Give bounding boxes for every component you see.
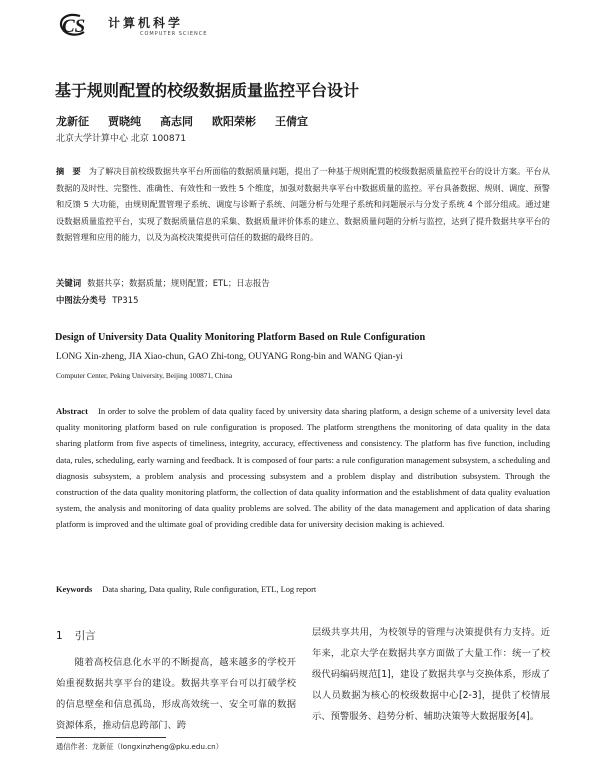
section-heading	[56, 628, 96, 643]
abstract-label-en: Abstract	[56, 406, 88, 416]
keywords-label-cn: 关键词	[56, 278, 82, 288]
author-cn: 王倩宜	[275, 115, 308, 128]
abstract-cn	[56, 163, 550, 246]
journal-name: 计算机科学	[108, 16, 184, 30]
paper-title-en: Design of University Data Quality Monitoring Platform Based on Rule Configuration	[55, 332, 426, 343]
body-column-right: 层级共享共用，为校领导的管理与决策提供有力支持。近年来，北京大学在数据共享方面做了大量工作：统一了校级代码编码规范[1]，建设了数据共享与交换体系，形成了以人员数据为核心的校级数据中心[2-3]，提供了校情展示、预警服务、趋势分析、辅助决策等大数据服务[4]。	[312, 627, 550, 722]
author-cn: 欧阳荣彬	[212, 115, 256, 128]
author-list-cn	[56, 113, 308, 129]
journal-subtitle: COMPUTER SCIENCE	[140, 31, 208, 37]
affiliation-cn: 北京大学计算中心 北京 100871	[56, 134, 187, 144]
author-cn: 龙新征	[56, 115, 89, 128]
body-column-left: 随着高校信息化水平的不断提高，越来越多的学校开始重视数据共享平台的建设。数据共享平台可以打破学校的信息壁垒和信息孤岛，形成高效统一、安全可靠的数据资源体系，推动信息跨部门、跨	[56, 657, 296, 731]
section-title: 引言	[74, 630, 96, 642]
journal-logo	[56, 10, 102, 40]
affiliation-en: Computer Center, Peking University, Beijing 100871, China	[56, 371, 233, 380]
journal-header	[56, 10, 556, 44]
section-number: 1	[56, 630, 63, 642]
keywords-label-en: Keywords	[56, 585, 93, 594]
abstract-text-cn: 为了解决目前校级数据共享平台所面临的数据质量问题，提出了一种基于规则配置的校级数据质量监控平台的设计方案。平台从数据的及时性、完整性、准确性、有效性和一致性 5 个维度，加强对数据共享平台中数据质量的监控。平台具备数据、规则、调度、预警和反馈 5 大功能，由规则配置管理子系统、调度与诊断子系统、问题分析与处理子系统和问题展示与分发子系统 4 个部分组成。通过建设数据质量监控平台，实现了数据质量信息的采集、数据质量评价体系的建立、数据质量问题的分析与监控，达到了提升数据共享平台的数据管理和应用的能力，以及为高校决策提供可信任的数据的最终目的。	[56, 166, 550, 243]
journal-logo-text: CS	[62, 16, 86, 37]
footnote: 通信作者：龙新征（longxinzheng@pku.edu.cn）	[56, 742, 223, 751]
keywords-en	[56, 585, 316, 594]
keywords-text-en: Data sharing, Data quality, Rule configuration, ETL, Log report	[102, 585, 317, 594]
keywords-cn	[56, 277, 270, 289]
keywords-text-cn: 数据共享；数据质量；规则配置；ETL；日志报告	[87, 278, 270, 288]
classification-cn	[56, 294, 138, 306]
author-cn: 高志同	[160, 115, 193, 128]
classification-value: TP315	[112, 295, 139, 305]
abstract-label-cn: 摘 要	[56, 166, 81, 176]
classification-label: 中图法分类号	[56, 295, 107, 305]
abstract-text-en: In order to solve the problem of data quality faced by university data sharing platform, a design scheme of a university level data quality monitoring platform based on rule configuration is proposed. The platform strengthens the monitoring of data quality in the data sharing platform from five aspects of timeliness, integrity, accuracy, effectiveness and consistency. The platform has five function, including data, rules, scheduling, early warning and feedback. It is composed of four parts: a rule configuration management subsystem, a scheduling and diagnosis subsystem, a problem analysis and processing subsystem and a problem display and distribution subsystem. Through the construction of the data quality monitoring platform, the collection of data quality information and the establishment of data quality evaluation system, the analysis and monitoring of data quality problems are solved. The ability of the data management and application of data sharing platform is improved and the ultimate goal of providing credible data for university decision making is achieved.	[56, 406, 550, 530]
paper-title-cn: 基于规则配置的校级数据质量监控平台设计	[55, 81, 360, 100]
footnote-divider	[56, 737, 166, 738]
author-cn: 贾晓纯	[108, 115, 141, 128]
abstract-en	[56, 403, 550, 533]
author-list-en: LONG Xin-zheng, JIA Xiao-chun, GAO Zhi-tong, OUYANG Rong-bin and WANG Qian-yi	[56, 352, 403, 362]
